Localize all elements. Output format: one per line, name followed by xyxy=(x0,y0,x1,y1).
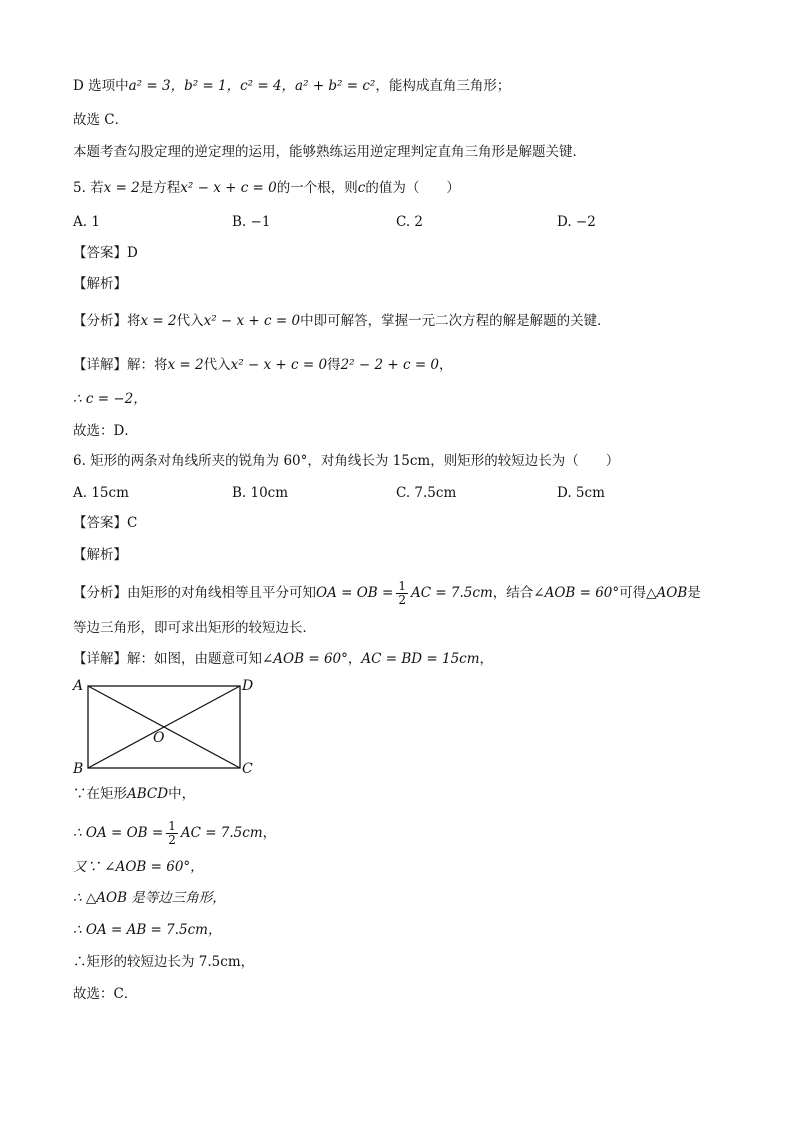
q5-detail-line xyxy=(73,355,453,375)
q6-option-a: A. 15cm xyxy=(73,485,129,501)
q5-detail-tag: 【详解】 xyxy=(73,357,127,373)
q6-analysis-label: 【解析】 xyxy=(73,547,127,563)
q5-fenxi-eq: x² − x + c = 0 xyxy=(203,313,301,329)
q6-step3: 又∵ ∠AOB = 60°， xyxy=(73,859,204,875)
q6-choose-line: 故选：C． xyxy=(73,986,138,1002)
q5-stem-mid2: 的一个根，则 xyxy=(276,180,358,196)
q6-fenxi-angle: ∠AOB = 60° xyxy=(533,585,620,601)
q6-option-d: D. 5cm xyxy=(557,485,605,501)
q5-detail-cond: x = 2 xyxy=(167,357,204,373)
label-c: C xyxy=(242,761,253,776)
q6-detail-ac: AC = BD = 15cm xyxy=(361,651,480,667)
label-b: B xyxy=(73,761,84,776)
q5-stem-prefix: 5. 若 xyxy=(73,180,104,196)
q6-fenxi-fraction xyxy=(396,580,408,607)
q5-stem-suffix: 的值为（ ） xyxy=(365,180,460,196)
q6-stem: 6. 矩形的两条对角线所夹的锐角为 60°，对角线长为 15cm，则矩形的较短边长为（ ） xyxy=(73,453,620,469)
q5-option-a: A. 1 xyxy=(73,214,100,230)
q6-analysis-tag xyxy=(73,545,127,565)
d-option-suffix: ，能构成直角三角形； xyxy=(375,78,511,94)
q6-step2-fraction xyxy=(166,820,178,847)
q6-answer-tag: 【答案】 xyxy=(73,515,127,531)
q6-answer: C xyxy=(127,515,138,531)
q5-option-c: C. 2 xyxy=(396,214,424,230)
q6-detail-angle: ∠AOB = 60° xyxy=(262,651,348,667)
q5-fenxi-2: 代入 xyxy=(176,313,204,329)
q5-option-d: D. −2 xyxy=(557,214,596,230)
q6-detail-tag: 【详解】 xyxy=(73,651,127,667)
q5-detail-1: 解：将 xyxy=(127,357,168,373)
q5-detail-eq2: 2² − 2 + c = 0 xyxy=(340,357,440,373)
q6-fenxi-line xyxy=(73,580,701,607)
d-option-line xyxy=(73,76,510,96)
q5-detail-3: 得 xyxy=(327,357,341,373)
q6-fenxi-2: ，结合 xyxy=(492,585,534,601)
q6-option-c: C. 7.5cm xyxy=(396,485,457,501)
q6-fenxi-frac-num: 1 xyxy=(398,579,406,593)
q6-detail-line xyxy=(73,649,493,669)
q6-fenxi-eq-a: OA = OB = xyxy=(316,585,394,601)
q6-fenxi-tag: 【分析】 xyxy=(73,585,127,601)
q5-detail-4: ， xyxy=(439,357,453,373)
summary-line: 本题考查勾股定理的逆定理的运用，能够熟练运用逆定理判定直角三角形是解题关键． xyxy=(73,144,586,160)
q5-answer: D xyxy=(127,245,138,261)
q5-stem-eq: x² − x + c = 0 xyxy=(180,180,277,196)
q6-fenxi-3: 可得 xyxy=(619,585,647,601)
q5-analysis-tag xyxy=(73,274,127,294)
q6-step2-c: ， xyxy=(262,825,277,841)
q6-fenxi-1: 由矩形的对角线相等且平分可知 xyxy=(127,585,316,601)
q5-stem xyxy=(73,178,460,198)
q6-fenxi-tri: △AOB xyxy=(646,585,688,601)
q5-choose-line: 故选：D． xyxy=(73,423,138,439)
q6-fenxi-eq-b: AC = 7.5cm xyxy=(410,585,493,601)
q6-step1-rect: ABCD xyxy=(127,786,169,802)
q6-step2 xyxy=(73,820,276,847)
q6-detail-2: ， xyxy=(347,651,362,667)
q6-fenxi-line2: 等边三角形，即可求出矩形的较短边长． xyxy=(73,620,316,636)
q5-fenxi-line xyxy=(73,311,611,331)
q6-step2-frac-num: 1 xyxy=(168,819,176,833)
d-option-prefix: D 选项中 xyxy=(73,78,129,94)
q6-fenxi-frac-den: 2 xyxy=(398,593,406,607)
q6-fenxi-4: 是 xyxy=(687,585,701,601)
q5-stem-var: c xyxy=(357,180,366,196)
q6-step2-b: AC = 7.5cm xyxy=(180,825,263,841)
q6-step1-prefix: ∵在矩形 xyxy=(73,786,127,802)
q5-stem-mid1: 是方程 xyxy=(139,180,181,196)
q5-answer-tag: 【答案】 xyxy=(73,245,127,261)
q5-option-b: B. −1 xyxy=(232,214,271,230)
label-a: A xyxy=(73,678,84,694)
label-o: O xyxy=(153,730,165,746)
q6-option-b: B. 10cm xyxy=(232,485,289,501)
q6-step4: ∴ △AOB 是等边三角形， xyxy=(73,890,226,906)
q5-therefore-line: ∴ c = −2， xyxy=(73,391,147,407)
q6-answer-line xyxy=(73,513,137,533)
q6-step6: ∴矩形的较短边长为 7.5cm， xyxy=(73,954,255,970)
d-option-math: a² = 3，b² = 1，c² = 4，a² + b² = c² xyxy=(128,78,376,94)
q5-detail-2: 代入 xyxy=(203,357,231,373)
q5-detail-eq: x² − x + c = 0 xyxy=(230,357,328,373)
q5-fenxi-cond: x = 2 xyxy=(140,313,177,329)
q6-step2-a: ∴ OA = OB = xyxy=(73,825,164,841)
q5-fenxi-3: 中即可解答，掌握一元二次方程的解是解题的关键． xyxy=(300,313,611,329)
q6-step5: ∴ OA = AB = 7.5cm， xyxy=(73,922,222,938)
q6-step1 xyxy=(73,784,195,804)
rectangle-figure xyxy=(70,676,270,776)
q5-fenxi-tag: 【分析】 xyxy=(73,313,127,329)
q6-step1-suffix: 中， xyxy=(168,786,196,802)
q5-analysis-label: 【解析】 xyxy=(73,276,127,292)
q5-answer-line xyxy=(73,243,138,263)
label-d: D xyxy=(242,678,254,694)
q6-detail-1: 解：如图，由题意可知 xyxy=(127,651,262,667)
choose-c-line: 故选 C． xyxy=(73,112,129,128)
q6-step2-frac-den: 2 xyxy=(168,833,176,847)
q5-stem-cond: x = 2 xyxy=(103,180,140,196)
q6-detail-3: ， xyxy=(479,651,494,667)
q5-fenxi-1: 将 xyxy=(127,313,141,329)
